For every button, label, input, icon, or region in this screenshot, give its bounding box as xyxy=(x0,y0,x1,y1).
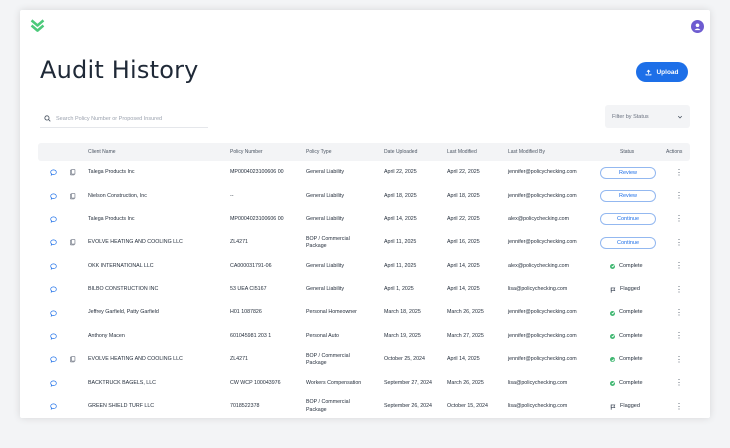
comment-icon[interactable] xyxy=(50,231,57,254)
header-client-name[interactable]: Client Name xyxy=(88,149,116,155)
policy-type: Workers Compensation xyxy=(306,379,362,386)
policy-number: ZL4271 xyxy=(230,239,248,246)
upload-button[interactable] xyxy=(636,62,688,82)
policy-type: General Liability xyxy=(306,215,344,222)
status-badge xyxy=(610,380,643,387)
policy-type: General Liability xyxy=(306,192,344,199)
status-review-button[interactable]: Review xyxy=(600,167,656,179)
status-badge xyxy=(610,263,643,270)
client-name: OKK INTERNATIONAL LLC xyxy=(88,262,154,269)
last-modified-by: lisa@policychecking.com xyxy=(508,403,568,410)
user-avatar-icon[interactable] xyxy=(691,20,704,33)
comment-icon[interactable] xyxy=(50,255,57,278)
flag-icon xyxy=(610,404,616,410)
last-modified: April 22, 2025 xyxy=(447,169,480,176)
comment-icon[interactable] xyxy=(50,325,57,348)
last-modified-by: jennifer@policychecking.com xyxy=(508,239,577,246)
kebab-menu-icon[interactable]: ⋮ xyxy=(675,401,683,411)
date-uploaded: October 25, 2024 xyxy=(384,356,425,363)
policy-type: General Liability xyxy=(306,262,344,269)
check-circle-icon xyxy=(610,357,615,362)
header-status[interactable]: Status xyxy=(620,149,635,155)
date-uploaded: April 22, 2025 xyxy=(384,169,417,176)
date-uploaded: September 26, 2024 xyxy=(384,403,433,410)
last-modified: April 14, 2025 xyxy=(447,262,480,269)
policy-type: BOP / Commercial Package xyxy=(306,352,350,366)
last-modified: March 27, 2025 xyxy=(447,332,484,339)
status-continue-button[interactable]: Continue xyxy=(600,213,656,225)
date-uploaded: April 18, 2025 xyxy=(384,192,417,199)
client-name: BILBO CONSTRUCTION INC xyxy=(88,286,159,293)
status-cell xyxy=(600,278,640,301)
status-cell xyxy=(600,301,643,324)
client-name: Anthony Macen xyxy=(88,332,125,339)
client-name: Talega Products Inc xyxy=(88,215,135,222)
status-label: Flagged xyxy=(620,285,640,292)
search-icon xyxy=(44,115,51,122)
header-policy-number[interactable]: Policy Number xyxy=(230,149,263,155)
client-name: EVOLVE HEATING AND COOLING LLC xyxy=(88,356,183,363)
status-label: Complete xyxy=(619,379,643,386)
status-cell xyxy=(600,255,643,278)
comment-icon[interactable] xyxy=(50,184,57,207)
last-modified-by: jennifer@policychecking.com xyxy=(508,332,577,339)
kebab-menu-icon[interactable]: ⋮ xyxy=(675,191,683,201)
status-filter-select[interactable] xyxy=(605,105,690,128)
client-name: GREEN SHIELD TURF LLC xyxy=(88,403,155,410)
status-label: Complete xyxy=(619,332,643,339)
kebab-menu-icon[interactable]: ⋮ xyxy=(675,237,683,247)
status-cell xyxy=(600,231,656,254)
client-name: Jeffrey Garfield, Patty Garfield xyxy=(88,309,159,316)
header-last-modified[interactable]: Last Modified xyxy=(447,149,477,155)
date-uploaded: April 1, 2025 xyxy=(384,286,414,293)
audit-table-body xyxy=(38,161,690,418)
last-modified: April 14, 2025 xyxy=(447,286,480,293)
table-row[interactable] xyxy=(38,278,690,301)
document-icon[interactable] xyxy=(69,348,76,371)
header-last-modified-by[interactable]: Last Modified By xyxy=(508,149,545,155)
upload-icon xyxy=(645,69,652,76)
main-card xyxy=(20,10,710,418)
kebab-menu-icon[interactable]: ⋮ xyxy=(675,214,683,224)
table-row[interactable] xyxy=(38,348,690,371)
policy-type: General Liability xyxy=(306,169,344,176)
status-cell xyxy=(600,184,656,207)
policy-type: General Liability xyxy=(306,286,344,293)
status-badge xyxy=(610,309,643,316)
status-label: Complete xyxy=(619,356,643,363)
table-row[interactable] xyxy=(38,325,690,348)
status-badge xyxy=(610,356,643,363)
comment-icon[interactable] xyxy=(50,278,57,301)
table-row[interactable] xyxy=(38,208,690,231)
policy-number: MP0004023100606 00 xyxy=(230,169,284,176)
date-uploaded: September 27, 2024 xyxy=(384,379,433,386)
table-header xyxy=(38,143,690,161)
kebab-menu-icon[interactable]: ⋮ xyxy=(675,331,683,341)
filter-label: Filter by Status xyxy=(612,113,649,120)
search-bar[interactable] xyxy=(40,110,208,128)
comment-icon[interactable] xyxy=(50,161,57,184)
kebab-menu-icon[interactable]: ⋮ xyxy=(675,261,683,271)
last-modified-by: jennifer@policychecking.com xyxy=(508,192,577,199)
last-modified-by: jennifer@policychecking.com xyxy=(508,356,577,363)
check-circle-icon xyxy=(610,381,615,386)
date-uploaded: April 11, 2025 xyxy=(384,239,417,246)
policy-type: Personal Auto xyxy=(306,332,339,339)
date-uploaded: April 11, 2025 xyxy=(384,262,417,269)
kebab-menu-icon[interactable]: ⋮ xyxy=(675,378,683,388)
document-icon[interactable] xyxy=(69,184,76,207)
date-uploaded: March 18, 2025 xyxy=(384,309,421,316)
check-circle-icon xyxy=(610,334,615,339)
policy-number: 601045981 203 1 xyxy=(230,332,272,339)
status-cell xyxy=(600,325,643,348)
status-cell xyxy=(600,208,656,231)
comment-icon[interactable] xyxy=(50,372,57,395)
policy-number: CW WCP 100043976 xyxy=(230,379,281,386)
last-modified-by: lisa@policychecking.com xyxy=(508,379,568,386)
client-name: Talega Products Inc xyxy=(88,169,135,176)
table-row[interactable] xyxy=(38,231,690,254)
kebab-menu-icon[interactable]: ⋮ xyxy=(675,308,683,318)
status-cell xyxy=(600,348,643,371)
policy-number: H01 1087826 xyxy=(230,309,262,316)
chevron-down-icon xyxy=(677,114,683,120)
policy-number: CA000031791-06 xyxy=(230,262,272,269)
last-modified-by: lisa@policychecking.com xyxy=(508,286,568,293)
client-name: Nielson Construction, Inc xyxy=(88,192,147,199)
status-cell xyxy=(600,395,640,418)
search-input[interactable] xyxy=(56,116,206,122)
status-badge xyxy=(610,333,643,340)
last-modified-by: jennifer@policychecking.com xyxy=(508,309,577,316)
header-date-uploaded[interactable]: Date Uploaded xyxy=(384,149,418,155)
status-label: Complete xyxy=(619,309,643,316)
client-name: BACKTRUCK BAGELS, LLC xyxy=(88,379,156,386)
flag-icon xyxy=(610,287,616,293)
upload-label: Upload xyxy=(656,68,679,76)
date-uploaded: March 19, 2025 xyxy=(384,332,421,339)
header-policy-type[interactable]: Policy Type xyxy=(306,149,332,155)
status-badge xyxy=(610,403,640,410)
policy-number: ZL4271 xyxy=(230,356,248,363)
check-circle-icon xyxy=(610,264,615,269)
document-icon[interactable] xyxy=(69,231,76,254)
check-circle-icon xyxy=(610,311,615,316)
status-label: Flagged xyxy=(620,402,640,409)
policy-number: MP0004023100606 00 xyxy=(230,215,284,222)
kebab-menu-icon[interactable]: ⋮ xyxy=(675,284,683,294)
policy-number: -- xyxy=(230,192,234,199)
table-row[interactable] xyxy=(38,395,690,418)
comment-icon[interactable] xyxy=(50,208,57,231)
last-modified: April 22, 2025 xyxy=(447,215,480,222)
table-row[interactable] xyxy=(38,372,690,395)
last-modified: April 14, 2025 xyxy=(447,356,480,363)
kebab-menu-icon[interactable]: ⋮ xyxy=(675,354,683,364)
status-cell xyxy=(600,372,643,395)
policy-type: Personal Homeowner xyxy=(306,309,357,316)
app-logo-icon[interactable] xyxy=(29,17,46,34)
status-review-button[interactable]: Review xyxy=(600,190,656,202)
table-row[interactable] xyxy=(38,161,690,184)
policy-number: 53 UEA CI5167 xyxy=(230,286,267,293)
date-uploaded: April 14, 2025 xyxy=(384,215,417,222)
status-continue-button[interactable]: Continue xyxy=(600,237,656,249)
last-modified: October 15, 2024 xyxy=(447,403,488,410)
table-row[interactable] xyxy=(38,255,690,278)
last-modified: April 16, 2025 xyxy=(447,239,480,246)
last-modified-by: jennifer@policychecking.com xyxy=(508,169,577,176)
policy-type: BOP / Commercial Package xyxy=(306,235,350,249)
status-label: Complete xyxy=(619,262,643,269)
comment-icon[interactable] xyxy=(50,348,57,371)
comment-icon[interactable] xyxy=(50,301,57,324)
last-modified-by: alex@policychecking.com xyxy=(508,262,570,269)
policy-type: BOP / Commercial Package xyxy=(306,399,350,413)
last-modified: April 18, 2025 xyxy=(447,192,480,199)
status-cell xyxy=(600,161,656,184)
last-modified-by: alex@policychecking.com xyxy=(508,215,570,222)
comment-icon[interactable] xyxy=(50,395,57,418)
client-name: EVOLVE HEATING AND COOLING LLC xyxy=(88,239,183,246)
document-icon[interactable] xyxy=(69,161,76,184)
page-title: Audit History xyxy=(40,56,199,84)
header-actions: Actions xyxy=(666,149,683,155)
last-modified: March 26, 2025 xyxy=(447,379,484,386)
status-badge xyxy=(610,286,640,293)
policy-number: 7018522378 xyxy=(230,403,260,410)
table-row[interactable] xyxy=(38,184,690,207)
last-modified: March 26, 2025 xyxy=(447,309,484,316)
table-row[interactable] xyxy=(38,301,690,324)
kebab-menu-icon[interactable]: ⋮ xyxy=(675,167,683,177)
